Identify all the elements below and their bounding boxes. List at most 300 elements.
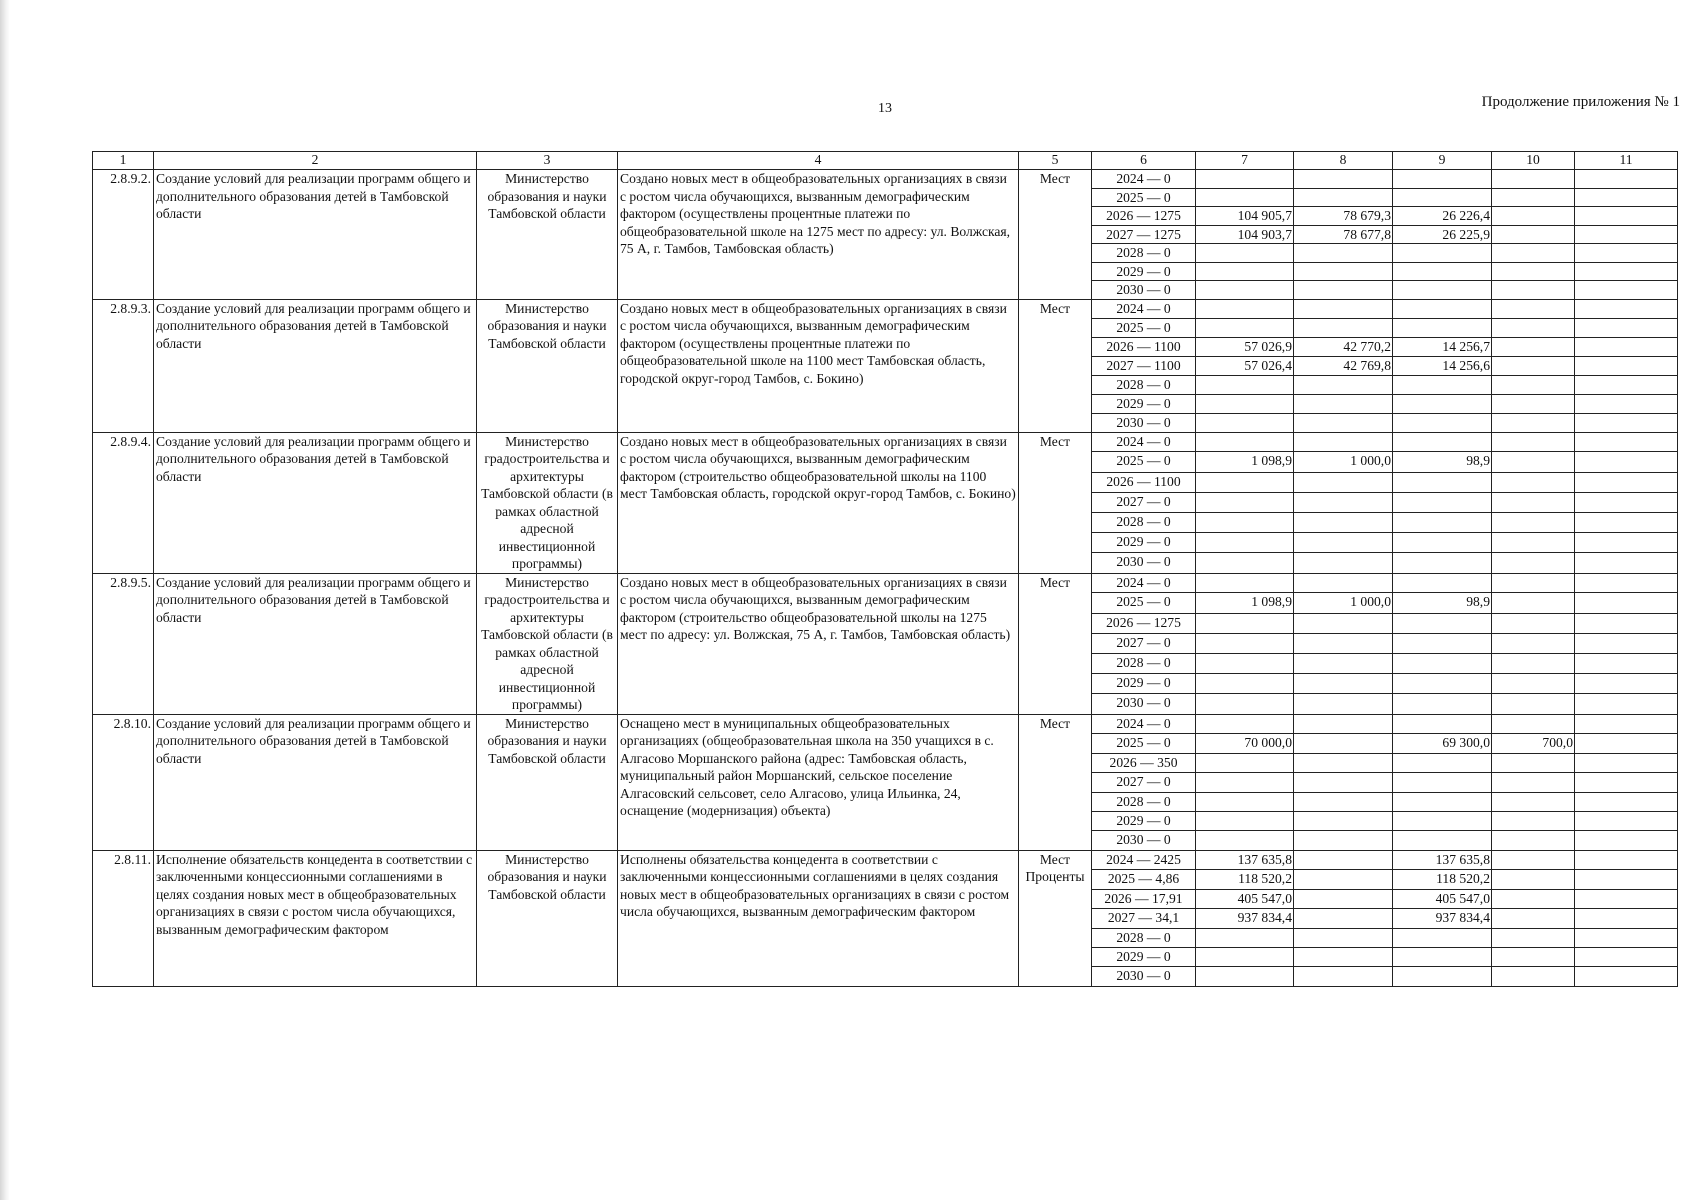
amount-local: 700,0 [1492, 733, 1575, 753]
amount-total: 118 520,2 [1196, 869, 1294, 889]
amount-total: 405 547,0 [1196, 889, 1294, 908]
year-value: 2030 — 0 [1092, 413, 1196, 432]
amount-federal [1294, 733, 1393, 753]
amount-local [1492, 375, 1575, 394]
year-value: 2025 — 0 [1092, 452, 1196, 473]
amount-federal [1294, 533, 1393, 553]
unit-label: Проценты [1025, 869, 1085, 884]
amount-regional [1393, 281, 1492, 300]
amount-federal [1294, 432, 1393, 452]
amount-federal [1294, 492, 1393, 513]
amount-other [1575, 889, 1678, 908]
year-value: 2024 — 0 [1092, 299, 1196, 318]
amount-local [1492, 533, 1575, 553]
amount-federal [1294, 318, 1393, 337]
amount-regional [1393, 693, 1492, 714]
amount-local [1492, 811, 1575, 830]
amount-regional: 26 225,9 [1393, 225, 1492, 244]
item-executor: Министерство образования и науки Тамбовской области [477, 170, 618, 300]
amount-federal [1294, 830, 1393, 850]
amount-local [1492, 207, 1575, 226]
amount-local [1492, 281, 1575, 300]
amount-local [1492, 928, 1575, 947]
item-unit [1019, 714, 1092, 850]
amount-federal [1294, 633, 1393, 654]
amount-local [1492, 432, 1575, 452]
scan-edge-shadow [0, 0, 10, 1200]
amount-regional [1393, 318, 1492, 337]
amount-regional [1393, 244, 1492, 263]
table-row [93, 299, 1678, 318]
amount-regional [1393, 633, 1492, 654]
column-header: 8 [1294, 152, 1393, 170]
amount-regional [1393, 573, 1492, 593]
amount-federal [1294, 394, 1393, 413]
unit-label: Мест [1039, 171, 1071, 186]
item-result: Создано новых мест в общеобразовательных организациях в связи с ростом числа обучающихся, вызванным демографическим фактором (строительство общеобразовательной школы на 1275 мест по адресу: ул. Волжская, 75 А, г. Тамбов, Тамбовская область) [618, 573, 1019, 714]
table-row [93, 432, 1678, 452]
amount-total [1196, 262, 1294, 281]
column-header: 10 [1492, 152, 1575, 170]
amount-total: 137 635,8 [1196, 850, 1294, 869]
amount-regional [1393, 472, 1492, 492]
amount-federal [1294, 947, 1393, 966]
amount-local [1492, 356, 1575, 375]
item-unit [1019, 170, 1092, 300]
amount-other [1575, 753, 1678, 772]
amount-other [1575, 452, 1678, 473]
amount-regional [1393, 432, 1492, 452]
amount-other [1575, 947, 1678, 966]
page-number: 13 [878, 101, 892, 116]
item-executor: Министерство образования и науки Тамбовской области [477, 714, 618, 850]
amount-total [1196, 375, 1294, 394]
amount-total [1196, 654, 1294, 674]
amount-local [1492, 674, 1575, 694]
amount-regional [1393, 830, 1492, 850]
year-value: 2026 — 1275 [1092, 613, 1196, 633]
year-value: 2029 — 0 [1092, 811, 1196, 830]
amount-federal [1294, 281, 1393, 300]
amount-federal [1294, 472, 1393, 492]
amount-other [1575, 533, 1678, 553]
amount-local [1492, 472, 1575, 492]
amount-total: 104 903,7 [1196, 225, 1294, 244]
amount-total [1196, 394, 1294, 413]
year-value: 2028 — 0 [1092, 375, 1196, 394]
amount-local [1492, 908, 1575, 928]
column-header: 3 [477, 152, 618, 170]
amount-other [1575, 492, 1678, 513]
amount-other [1575, 908, 1678, 928]
item-result: Оснащено мест в муниципальных общеобразовательных организациях (общеобразовательная школа на 350 учащихся в с. Алгасово Моршанского района (адрес: Тамбовская область, муниципальный район Моршанский, сельское поселение Алгасовский сельсовет, село Алгасово, улица Ильинка, 24, оснащение (модернизация) объекта) [618, 714, 1019, 850]
continuation-label: Продолжение приложения № 1 [1481, 94, 1680, 110]
amount-federal: 42 770,2 [1294, 337, 1393, 356]
amount-total [1196, 573, 1294, 593]
year-value: 2026 — 350 [1092, 753, 1196, 772]
amount-total: 70 000,0 [1196, 733, 1294, 753]
amount-local [1492, 573, 1575, 593]
amount-other [1575, 170, 1678, 189]
amount-local [1492, 318, 1575, 337]
amount-other [1575, 792, 1678, 811]
amount-regional [1393, 772, 1492, 792]
amount-total [1196, 633, 1294, 654]
column-number-row [93, 152, 1678, 170]
year-value: 2028 — 0 [1092, 928, 1196, 947]
amount-other [1575, 281, 1678, 300]
amount-federal [1294, 850, 1393, 869]
amount-local [1492, 262, 1575, 281]
unit-label: Мест [1039, 851, 1071, 867]
amount-local [1492, 947, 1575, 966]
amount-regional [1393, 513, 1492, 533]
amount-local [1492, 753, 1575, 772]
amount-local [1492, 593, 1575, 614]
amount-federal [1294, 299, 1393, 318]
amount-regional [1393, 299, 1492, 318]
column-header: 6 [1092, 152, 1196, 170]
amount-regional: 98,9 [1393, 452, 1492, 473]
amount-regional [1393, 492, 1492, 513]
year-value: 2030 — 0 [1092, 830, 1196, 850]
amount-other [1575, 593, 1678, 614]
item-code: 2.8.9.2. [93, 170, 154, 300]
year-value: 2025 — 0 [1092, 593, 1196, 614]
amount-total [1196, 966, 1294, 986]
amount-local [1492, 693, 1575, 714]
amount-other [1575, 654, 1678, 674]
year-value: 2029 — 0 [1092, 674, 1196, 694]
amount-other [1575, 299, 1678, 318]
item-name: Исполнение обязательств концедента в соответствии с заключенными концессионными соглашениями в целях создания новых мест в общеобразовательных организациях в связи с ростом числа обучающихся, вызванным демографическим фактором [154, 850, 477, 986]
amount-federal: 1 000,0 [1294, 452, 1393, 473]
amount-federal [1294, 966, 1393, 986]
year-value: 2027 — 0 [1092, 633, 1196, 654]
item-result: Создано новых мест в общеобразовательных организациях в связи с ростом числа обучающихся, вызванным демографическим фактором (осуществлены процентные платежи по общеобразовательной школе на 1100 мест Тамбовская область, городской округ-город Тамбов, с. Бокино) [618, 299, 1019, 432]
year-value: 2024 — 2425 [1092, 850, 1196, 869]
amount-local [1492, 452, 1575, 473]
amount-local [1492, 830, 1575, 850]
year-value: 2028 — 0 [1092, 513, 1196, 533]
amount-total [1196, 714, 1294, 733]
item-code: 2.8.11. [93, 850, 154, 986]
amount-regional [1393, 753, 1492, 772]
year-value: 2026 — 1100 [1092, 337, 1196, 356]
amount-federal [1294, 811, 1393, 830]
table-body [93, 170, 1678, 987]
amount-federal: 78 679,3 [1294, 207, 1393, 226]
year-value: 2025 — 0 [1092, 188, 1196, 207]
year-value: 2028 — 0 [1092, 654, 1196, 674]
amount-federal [1294, 753, 1393, 772]
year-value: 2026 — 17,91 [1092, 889, 1196, 908]
year-value: 2030 — 0 [1092, 693, 1196, 714]
amount-total [1196, 299, 1294, 318]
amount-other [1575, 337, 1678, 356]
amount-regional [1393, 714, 1492, 733]
amount-local [1492, 492, 1575, 513]
amount-other [1575, 225, 1678, 244]
column-header: 2 [154, 152, 477, 170]
item-unit [1019, 850, 1092, 986]
amount-regional [1393, 966, 1492, 986]
amount-other [1575, 811, 1678, 830]
amount-total [1196, 613, 1294, 633]
year-value: 2027 — 0 [1092, 492, 1196, 513]
amount-total: 57 026,9 [1196, 337, 1294, 356]
amount-regional [1393, 674, 1492, 694]
amount-other [1575, 693, 1678, 714]
year-value: 2026 — 1100 [1092, 472, 1196, 492]
amount-local [1492, 299, 1575, 318]
item-code: 2.8.9.4. [93, 432, 154, 573]
column-header: 5 [1019, 152, 1092, 170]
amount-regional [1393, 375, 1492, 394]
amount-local [1492, 714, 1575, 733]
year-value: 2030 — 0 [1092, 966, 1196, 986]
amount-local [1492, 337, 1575, 356]
year-value: 2025 — 0 [1092, 318, 1196, 337]
amount-other [1575, 869, 1678, 889]
amount-total [1196, 947, 1294, 966]
amount-total [1196, 674, 1294, 694]
amount-total: 937 834,4 [1196, 908, 1294, 928]
amount-federal [1294, 908, 1393, 928]
amount-local [1492, 513, 1575, 533]
amount-total [1196, 830, 1294, 850]
year-value: 2028 — 0 [1092, 244, 1196, 263]
amount-federal [1294, 262, 1393, 281]
item-unit [1019, 299, 1092, 432]
amount-local [1492, 613, 1575, 633]
amount-other [1575, 472, 1678, 492]
amount-total [1196, 772, 1294, 792]
amount-other [1575, 318, 1678, 337]
amount-regional [1393, 552, 1492, 573]
amount-federal [1294, 413, 1393, 432]
item-unit [1019, 573, 1092, 714]
amount-federal [1294, 513, 1393, 533]
amount-regional: 26 226,4 [1393, 207, 1492, 226]
amount-local [1492, 850, 1575, 869]
amount-other [1575, 244, 1678, 263]
amount-local [1492, 244, 1575, 263]
amount-total [1196, 432, 1294, 452]
amount-local [1492, 966, 1575, 986]
year-value: 2024 — 0 [1092, 714, 1196, 733]
amount-total [1196, 492, 1294, 513]
amount-local [1492, 413, 1575, 432]
amount-other [1575, 850, 1678, 869]
amount-federal: 78 677,8 [1294, 225, 1393, 244]
item-result: Создано новых мест в общеобразовательных организациях в связи с ростом числа обучающихся, вызванным демографическим фактором (осуществлены процентные платежи по общеобразовательной школе на 1275 мест по адресу: ул. Волжская, 75 А, г. Тамбов, Тамбовская область) [618, 170, 1019, 300]
year-value: 2027 — 1275 [1092, 225, 1196, 244]
table-row [93, 170, 1678, 189]
amount-other [1575, 262, 1678, 281]
column-header: 7 [1196, 152, 1294, 170]
item-executor: Министерство градостроительства и архитектуры Тамбовской области (в рамках областной адресной инвестиционной программы) [477, 573, 618, 714]
item-name: Создание условий для реализации программ общего и дополнительного образования детей в Тамбовской области [154, 170, 477, 300]
amount-local [1492, 394, 1575, 413]
column-header: 4 [618, 152, 1019, 170]
amount-regional [1393, 947, 1492, 966]
amount-regional [1393, 262, 1492, 281]
amount-local [1492, 889, 1575, 908]
year-value: 2030 — 0 [1092, 552, 1196, 573]
amount-other [1575, 356, 1678, 375]
item-name: Создание условий для реализации программ общего и дополнительного образования детей в Тамбовской области [154, 714, 477, 850]
amount-other [1575, 966, 1678, 986]
amount-regional: 118 520,2 [1393, 869, 1492, 889]
amount-other [1575, 513, 1678, 533]
amount-federal [1294, 714, 1393, 733]
amount-other [1575, 830, 1678, 850]
year-value: 2029 — 0 [1092, 533, 1196, 553]
amount-regional: 14 256,6 [1393, 356, 1492, 375]
amount-federal [1294, 772, 1393, 792]
year-value: 2024 — 0 [1092, 432, 1196, 452]
amount-other [1575, 613, 1678, 633]
column-header: 1 [93, 152, 154, 170]
amount-federal [1294, 613, 1393, 633]
amount-regional [1393, 811, 1492, 830]
amount-regional [1393, 928, 1492, 947]
year-value: 2029 — 0 [1092, 262, 1196, 281]
amount-regional [1393, 394, 1492, 413]
item-name: Создание условий для реализации программ общего и дополнительного образования детей в Тамбовской области [154, 573, 477, 714]
amount-other [1575, 394, 1678, 413]
table-row [93, 850, 1678, 869]
amount-total [1196, 318, 1294, 337]
amount-other [1575, 413, 1678, 432]
amount-local [1492, 188, 1575, 207]
amount-other [1575, 928, 1678, 947]
amount-regional: 937 834,4 [1393, 908, 1492, 928]
amount-local [1492, 792, 1575, 811]
year-value: 2025 — 0 [1092, 733, 1196, 753]
amount-other [1575, 375, 1678, 394]
amount-local [1492, 552, 1575, 573]
year-value: 2026 — 1275 [1092, 207, 1196, 226]
amount-total [1196, 533, 1294, 553]
item-executor: Министерство образования и науки Тамбовской области [477, 850, 618, 986]
item-code: 2.8.10. [93, 714, 154, 850]
table-row [93, 714, 1678, 733]
amount-local [1492, 633, 1575, 654]
amount-total [1196, 170, 1294, 189]
amount-local [1492, 225, 1575, 244]
amount-federal [1294, 654, 1393, 674]
amount-federal [1294, 889, 1393, 908]
amount-federal [1294, 375, 1393, 394]
amount-federal [1294, 869, 1393, 889]
item-unit [1019, 432, 1092, 573]
amount-local [1492, 170, 1575, 189]
amount-regional: 405 547,0 [1393, 889, 1492, 908]
amount-total [1196, 753, 1294, 772]
amount-total [1196, 472, 1294, 492]
amount-other [1575, 633, 1678, 654]
program-table [92, 151, 1678, 987]
amount-regional: 14 256,7 [1393, 337, 1492, 356]
year-value: 2024 — 0 [1092, 573, 1196, 593]
amount-local [1492, 772, 1575, 792]
amount-federal: 1 000,0 [1294, 593, 1393, 614]
amount-total [1196, 552, 1294, 573]
amount-other [1575, 552, 1678, 573]
unit-label: Мест [1039, 300, 1071, 316]
amount-total [1196, 513, 1294, 533]
year-value: 2029 — 0 [1092, 394, 1196, 413]
year-value: 2027 — 34,1 [1092, 908, 1196, 928]
amount-federal [1294, 573, 1393, 593]
amount-other [1575, 573, 1678, 593]
year-value: 2028 — 0 [1092, 792, 1196, 811]
amount-other [1575, 188, 1678, 207]
amount-total [1196, 811, 1294, 830]
amount-regional [1393, 170, 1492, 189]
amount-local [1492, 654, 1575, 674]
item-executor: Министерство градостроительства и архитектуры Тамбовской области (в рамках областной адресной инвестиционной программы) [477, 432, 618, 573]
year-value: 2030 — 0 [1092, 281, 1196, 300]
amount-total [1196, 188, 1294, 207]
year-value: 2025 — 4,86 [1092, 869, 1196, 889]
amount-total [1196, 281, 1294, 300]
amount-federal [1294, 928, 1393, 947]
amount-regional [1393, 613, 1492, 633]
item-result: Создано новых мест в общеобразовательных организациях в связи с ростом числа обучающихся, вызванным демографическим фактором (строительство общеобразовательной школы на 1100 мест Тамбовская область, городской округ-город Тамбов, с. Бокино) [618, 432, 1019, 573]
year-value: 2027 — 0 [1092, 772, 1196, 792]
amount-local [1492, 869, 1575, 889]
amount-federal [1294, 693, 1393, 714]
unit-label: Мест [1039, 715, 1071, 731]
item-code: 2.8.9.5. [93, 573, 154, 714]
item-executor: Министерство образования и науки Тамбовской области [477, 299, 618, 432]
amount-regional: 137 635,8 [1393, 850, 1492, 869]
amount-regional [1393, 654, 1492, 674]
amount-total: 57 026,4 [1196, 356, 1294, 375]
amount-total [1196, 928, 1294, 947]
item-result: Исполнены обязательства концедента в соответствии с заключенными концессионными соглашениями в целях создания новых мест в общеобразовательных организациях в связи с ростом числа обучающихся, вызванным демографическим фактором [618, 850, 1019, 986]
column-header: 11 [1575, 152, 1678, 170]
amount-other [1575, 733, 1678, 753]
amount-federal [1294, 674, 1393, 694]
amount-federal: 42 769,8 [1294, 356, 1393, 375]
amount-other [1575, 674, 1678, 694]
amount-total: 104 905,7 [1196, 207, 1294, 226]
amount-federal [1294, 552, 1393, 573]
item-code: 2.8.9.3. [93, 299, 154, 432]
amount-regional [1393, 533, 1492, 553]
amount-total: 1 098,9 [1196, 452, 1294, 473]
item-name: Создание условий для реализации программ общего и дополнительного образования детей в Тамбовской области [154, 432, 477, 573]
year-value: 2024 — 0 [1092, 170, 1196, 189]
amount-federal [1294, 188, 1393, 207]
amount-regional [1393, 413, 1492, 432]
amount-total [1196, 413, 1294, 432]
table-row [93, 573, 1678, 593]
amount-total: 1 098,9 [1196, 593, 1294, 614]
amount-other [1575, 207, 1678, 226]
amount-federal [1294, 244, 1393, 263]
year-value: 2029 — 0 [1092, 947, 1196, 966]
amount-total [1196, 792, 1294, 811]
column-header: 9 [1393, 152, 1492, 170]
amount-other [1575, 714, 1678, 733]
amount-regional [1393, 188, 1492, 207]
amount-other [1575, 772, 1678, 792]
